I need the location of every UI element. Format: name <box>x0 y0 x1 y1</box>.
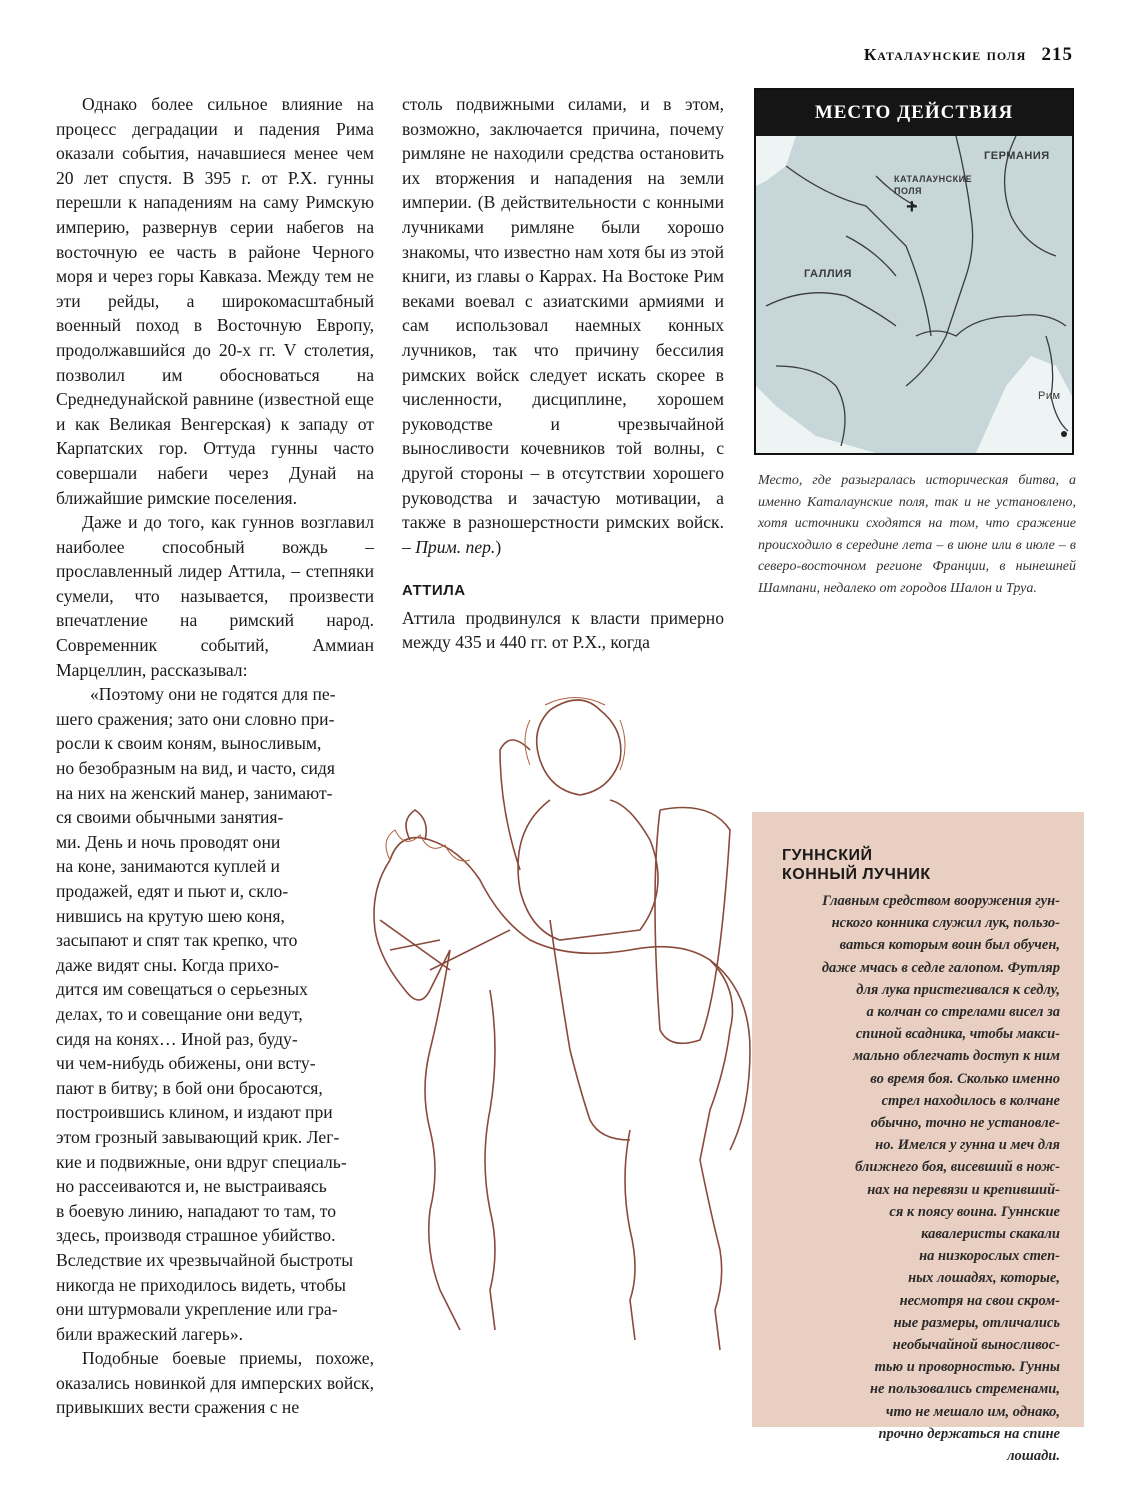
quote-line: в боевую линию, нападают то там, то <box>56 1200 337 1221</box>
quote-line: делах, то и совещание они ведут, <box>56 1003 303 1024</box>
sidebar-line: что не мешало им, однако, <box>885 1403 1060 1420</box>
sidebar-line: во время боя. Сколько именно <box>870 1070 1060 1087</box>
sidebar-line: ных лошадях, которые, <box>908 1270 1060 1287</box>
quote-line: здесь, производя страшное убийство. <box>56 1225 336 1246</box>
sidebar-body <box>782 890 1060 1467</box>
horse-hindleg <box>700 1160 722 1350</box>
location-map <box>754 88 1074 455</box>
quote-line: Вследствие их чрезвычайной быстроты <box>56 1249 354 1270</box>
sidebar-title-line: КОННЫЙ ЛУЧНИК <box>782 866 931 883</box>
horse-hindleg <box>625 1130 635 1340</box>
map-label-rome: Рим <box>1038 390 1061 402</box>
quote-line: никогда не приходилось видеть, чтобы <box>56 1274 346 1295</box>
quote-line: продажей, едят и пьют и, скло- <box>56 881 289 901</box>
quote-line: нившись на крутую шею коня, <box>56 905 285 926</box>
horse-foreleg <box>425 950 460 1330</box>
sidebar-line: необычайной выносливос- <box>892 1337 1060 1354</box>
paragraph: Даже и до того, как гуннов возглавил наиболее способный вождь – прославленный лидер Аттила, – степняки сумели, что называется, произвести впечатление на римский народ. Современник событий, Аммиан Марцеллин, рассказывал: <box>56 512 374 680</box>
quote-line: даже видят сны. Когда прихо- <box>56 954 280 975</box>
quote-line: но безобразным на вид, и часто, сидя <box>56 758 335 779</box>
map-label-gaul: ГАЛЛИЯ <box>804 268 852 280</box>
quote-line: кие и подвижные, они вдруг специаль- <box>56 1151 347 1172</box>
sidebar-line: кавалеристы скакали <box>921 1226 1060 1243</box>
horse-ears <box>406 810 426 840</box>
sidebar-line: прочно держаться на спине <box>878 1425 1060 1442</box>
sidebar-line: обычно, точно не установле- <box>870 1115 1060 1132</box>
sidebar-line: Главным средством вооружения гун- <box>822 893 1060 909</box>
sidebar-line: мально облегчать доступ к ним <box>853 1048 1060 1065</box>
paragraph: Аттила продвинулся к власти примерно между 435 и 440 гг. от Р.Х., когда <box>402 607 724 653</box>
map-label-site-line2: ПОЛЯ <box>894 186 923 196</box>
map-caption: Место, где разыгралась историческая битва, а именно Каталаунские поля, так и не установлено, хотя источники сходятся на том, что сражение происходило в середине лета – в июне или в июле – в северо-восточном регионе Франции, в нынешней Шампани, недалеко от городов Шалон и Труа. <box>758 473 1076 596</box>
quote-line: ся своими обычными занятия- <box>56 807 284 828</box>
quote-line: били вражеский лагерь». <box>56 1323 244 1344</box>
sidebar-line: не пользовались стременами, <box>869 1381 1060 1398</box>
paragraph <box>402 92 724 559</box>
reins <box>430 930 510 970</box>
page-number: 215 <box>1041 44 1073 65</box>
quote-line: засыпают и спят так крепко, что <box>56 930 298 951</box>
sidebar-title <box>782 846 1022 884</box>
closing-paren: ) <box>495 536 502 557</box>
paragraph-text: столь подвижными силами, и в этом, возможно, заключается причина, почему римляне не находили средства остановить их вторжения и нападения на земли империи. (В действительности с конными лучниками римляне были хорошо знакомы, что известно нам хотя бы из этой книги, из главы о Каррах. На Востоке Рим веками воевал с азиатскими армиями и сам использовал наемных конных лучников, так что причину бессилия римских войск следует искать скорее в численности, дисциплине, хорошем руководстве и чрезвычайной выносливости кочевников той волны, с другой стороны – в отсутствии хорошего руководства и зачастую мотивации, а также в разношерстности римских войск. – <box>402 94 724 557</box>
rome-marker <box>1061 431 1067 437</box>
horse-head <box>374 860 450 1000</box>
quote-line: росли к своим коням, выносливым, <box>56 733 322 754</box>
horse-archer-illustration <box>330 690 760 1380</box>
quote-line: этом грозный завывающий крик. Лег- <box>56 1126 340 1147</box>
battle-site-marker: + <box>906 196 918 218</box>
sidebar-line: на низкорослых степ- <box>919 1248 1060 1265</box>
sidebar-line: ные размеры, отличались <box>893 1314 1060 1331</box>
text-column-1 <box>56 92 374 1420</box>
quote-block <box>56 682 374 1346</box>
rider-torso <box>518 800 658 940</box>
quote-line: построившись клином, и издают при <box>56 1102 333 1123</box>
sidebar-line: ближнего боя, висевший в нож- <box>855 1159 1060 1176</box>
sidebar-line: ваться которым воин был обучен, <box>839 937 1060 954</box>
sidebar-line: стрел находилось в колчане <box>881 1092 1060 1109</box>
sidebar-line: нского конника служил лук, пользо- <box>831 915 1060 932</box>
quote-line: дится им совещаться о серьезных <box>56 979 308 1000</box>
text-column-2 <box>402 92 724 655</box>
horse-tail <box>710 960 750 1150</box>
sidebar-line: ся к поясу воина. Гуннские <box>889 1203 1060 1220</box>
sidebar-line: для лука пристегивался к седлу, <box>856 981 1060 998</box>
quote-line: но рассеиваются и, не выстраиваясь <box>56 1176 327 1197</box>
sidebar-line: несмотря на свои скром- <box>899 1292 1060 1309</box>
quote-line: на коне, занимаются куплей и <box>56 856 280 877</box>
running-header <box>864 44 1073 66</box>
map-label-site-line1: КАТАЛАУНСКИЕ <box>894 174 973 184</box>
quote-line: чи чем-нибудь обижены, они всту- <box>56 1053 316 1074</box>
running-title: Каталаунские поля <box>863 45 1027 64</box>
sidebar-box <box>752 812 1084 1465</box>
sidebar-line: но. Имелся у гунна и меч для <box>875 1137 1060 1154</box>
paragraph: Подобные боевые приемы, похоже, оказались новинкой для имперских войск, привыкших вести сражения с не <box>56 1348 374 1418</box>
quote-line: на них на женский манер, занимают- <box>56 782 333 803</box>
map-title: МЕСТО ДЕЙСТВИЯ <box>756 90 1072 136</box>
sidebar-line: тью и проворностью. Гунны <box>874 1359 1060 1376</box>
paragraph: Однако более сильное влияние на процесс деградации и падения Рима оказали события, начавшиеся менее чем 20 лет спустя. В 395 г. от Р.Х. гунны перешли к нападениям на саму Римскую империю, развернув серии набегов на восточную ее часть в районе Черного моря и через горы Кавказа. Между тем не эти рейды, а широкомасштабный военный поход в Восточную Европу, продолжавшийся до 20-х гг. V столетия, позволил им обосноваться на Среднедунайской равнине (известной еще и как Великая Венгерская) к западу от Карпатских гор. Оттуда гунны часто совершали набеги через Дунай на ближайшие римские поселения. <box>56 94 374 508</box>
sidebar-line: даже мчась в седле галопом. Футляр <box>821 959 1060 976</box>
map-label-germany: ГЕРМАНИЯ <box>984 150 1050 162</box>
quote-line: сидя на конях… Иной раз, буду- <box>56 1028 298 1049</box>
quote-line: «Поэтому они не годятся для пе- <box>90 684 336 705</box>
sidebar-line: а колчан со стрелами висел за <box>866 1004 1060 1021</box>
sidebar-title-line: ГУННСКИЙ <box>782 847 873 864</box>
sidebar-line: нах на перевязи и крепивший- <box>867 1181 1060 1198</box>
quote-line: пают в битву; в бой они бросаются, <box>56 1077 323 1098</box>
sidebar-line: спиной всадника, чтобы макси- <box>855 1026 1060 1043</box>
horse-foreleg <box>485 990 495 1330</box>
quote-line: они штурмовали укрепление или гра- <box>56 1299 338 1320</box>
translator-note: Прим. пер. <box>415 536 496 557</box>
quote-line: ми. День и ночь проводят они <box>56 831 281 852</box>
quote-line: шего сражения; зато они словно при- <box>56 708 335 729</box>
section-heading: АТТИЛА <box>402 582 466 600</box>
bow-case <box>655 808 730 1044</box>
bridle <box>380 920 450 970</box>
sidebar-line: лошади. <box>1007 1448 1060 1465</box>
rider-head <box>537 700 621 795</box>
bow <box>500 740 530 870</box>
